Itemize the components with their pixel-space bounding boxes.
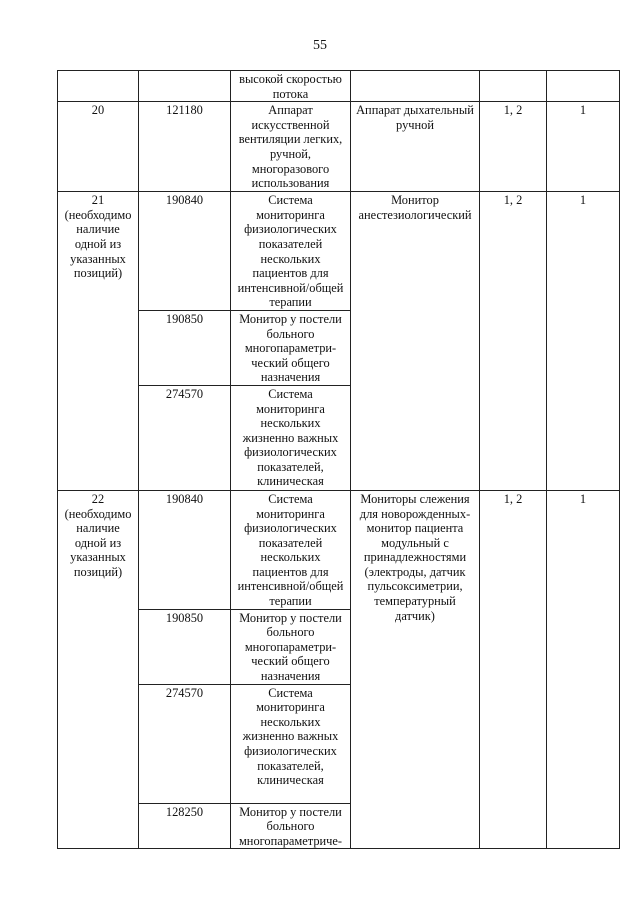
device-name: Монитор у постели больного многопараметри-ческий общего назначения: [231, 609, 351, 684]
device-code: 121180: [139, 102, 231, 192]
row-number: 20: [58, 102, 139, 192]
device-name: Система мониторинга физиологических показателей нескольких пациентов для интенсивной/общей терапии: [231, 490, 351, 609]
device-name: Монитор у постели больного многопараметриче-: [231, 803, 351, 849]
device-code: 190850: [139, 609, 231, 684]
row-number: 22: [91, 491, 105, 506]
device-code: 190840: [139, 192, 231, 311]
device-name: Система мониторинга нескольких жизненно важных физиологических показателей, клиническая: [231, 684, 351, 803]
device-code: 190840: [139, 490, 231, 609]
row-number-cell: [58, 192, 139, 491]
quantity: 1: [547, 192, 620, 491]
device-code: 190850: [139, 310, 231, 385]
table-row: [58, 490, 620, 609]
device-name: Система мониторинга физиологических показателей нескольких пациентов для интенсивной/общей терапии: [231, 192, 351, 311]
row-note: (необходимо наличие одной из указанных позиций): [64, 207, 132, 281]
table-row: [58, 102, 620, 192]
equipment-table: [57, 70, 620, 849]
category: 1, 2: [480, 102, 547, 192]
quantity: 1: [547, 102, 620, 192]
table-row: [58, 71, 620, 102]
quantity: 1: [547, 490, 620, 849]
requirement: Аппарат дыхательный ручной: [351, 102, 480, 192]
device-name: Аппарат искусственной вентиляции легких, ручной, многоразового использования: [231, 102, 351, 192]
row-note: (необходимо наличие одной из указанных позиций): [64, 506, 132, 579]
requirement: Мониторы слежения для новорожденных-монитор пациента модульный с принадлежностями (электроды, датчик пульсоксиметрии, температурный датчик): [351, 490, 480, 849]
category: 1, 2: [480, 490, 547, 849]
device-code: 274570: [139, 684, 231, 803]
device-name: Система мониторинга нескольких жизненно важных физиологических показателей, клиническая: [231, 385, 351, 490]
row-number: 21: [91, 193, 105, 208]
device-name: высокой скоростью потока: [231, 71, 351, 102]
category: 1, 2: [480, 192, 547, 491]
table-row: [58, 192, 620, 311]
device-code: 274570: [139, 385, 231, 490]
row-number-cell: [58, 490, 139, 849]
requirement: Монитор анестезиологический: [351, 192, 480, 491]
device-code: 128250: [139, 803, 231, 849]
device-name: Монитор у постели больного многопараметри-ческий общего назначения: [231, 310, 351, 385]
page-number: 55: [313, 38, 327, 53]
